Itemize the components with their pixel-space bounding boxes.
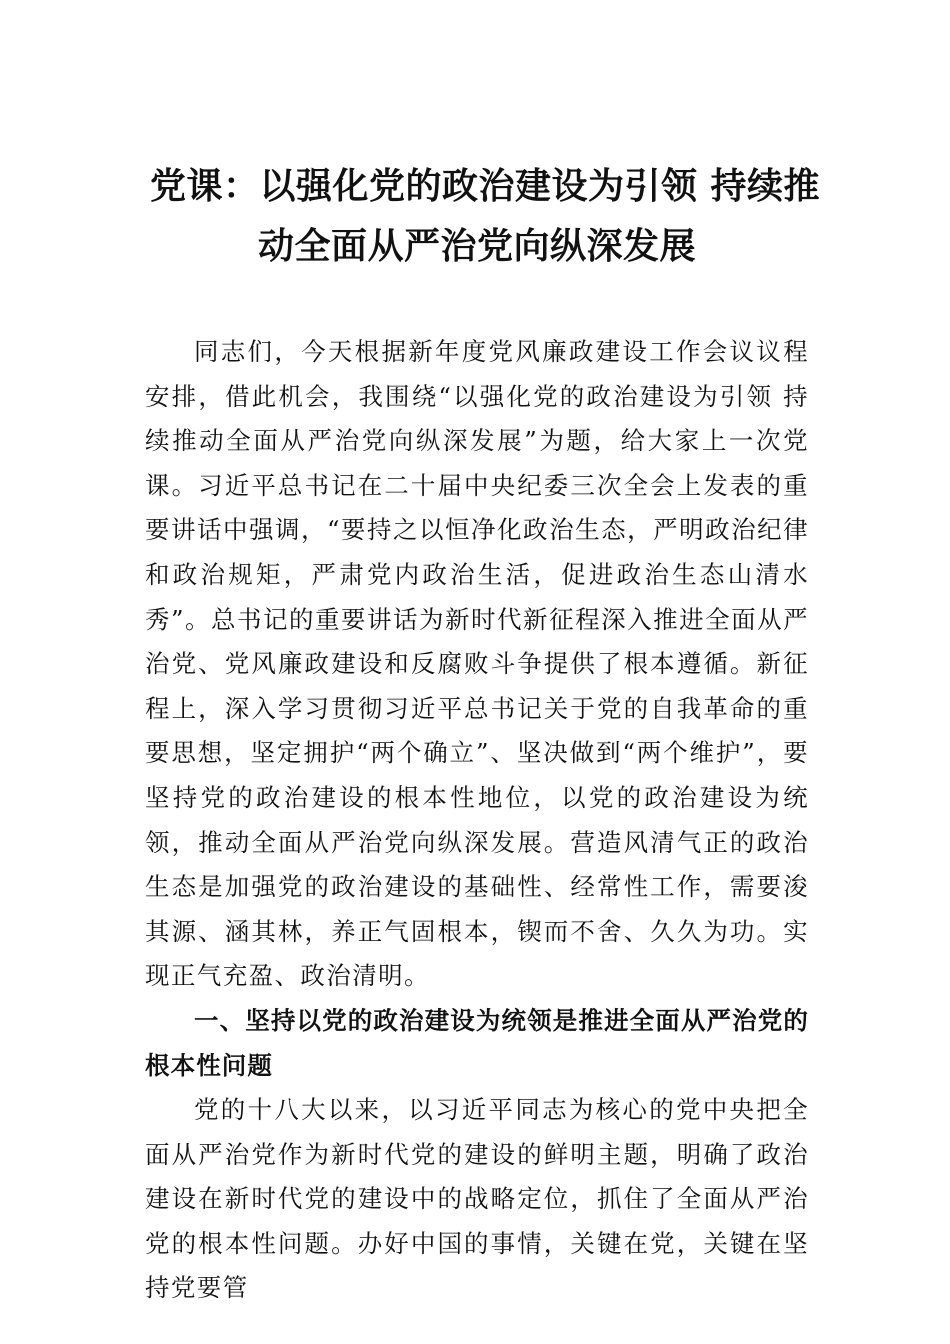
section-1-paragraph: 党的十八大以来，以习近平同志为核心的党中央把全面从严治党作为新时代党的建设的鲜明主题，明确了政治建设在新时代党的建设中的战略定位，抓住了全面从严治党的根本性问题。办好中国的事情，关键在党，关键在坚持党要管	[145, 1095, 809, 1303]
document-body	[145, 330, 809, 1311]
section-heading-1: 一、坚持以党的政治建设为统领是推进全面从严治党的根本性问题	[145, 1005, 809, 1080]
document-title	[150, 156, 821, 276]
title-line-2: 动全面从严治党向纵深发展	[257, 225, 696, 267]
intro-paragraph: 同志们，今天根据新年度党风廉政建设工作会议议程安排，借此机会，我围绕“以强化党的政治建设为引领 持续推动全面从严治党向纵深发展”为题，给大家上一次党课。习近平总书记在二十届中央纪委三次全会上发表的重要讲话中强调，“要持之以恒净化政治生态，严明政治纪律和政治规矩，严肃党内政治生活，促进政治生态山清水秀”。总书记的重要讲话为新时代新征程深入推进全面从严治党、党风廉政建设和反腐败斗争提供了根本遵循。新征程上，深入学习贯彻习近平总书记关于党的自我革命的重要思想，坚定拥护“两个确立”、坚决做到“两个维护”，要坚持党的政治建设的根本性地位，以党的政治建设为统领，推动全面从严治党向纵深发展。营造风清气正的政治生态是加强党的政治建设的基础性、经常性工作，需要浚其源、涵其林，养正气固根本，锲而不舍、久久为功。实现正气充盈、政治清明。	[145, 337, 809, 991]
title-line-1: 党课：以强化党的政治建设为引领 持续推	[150, 165, 821, 207]
